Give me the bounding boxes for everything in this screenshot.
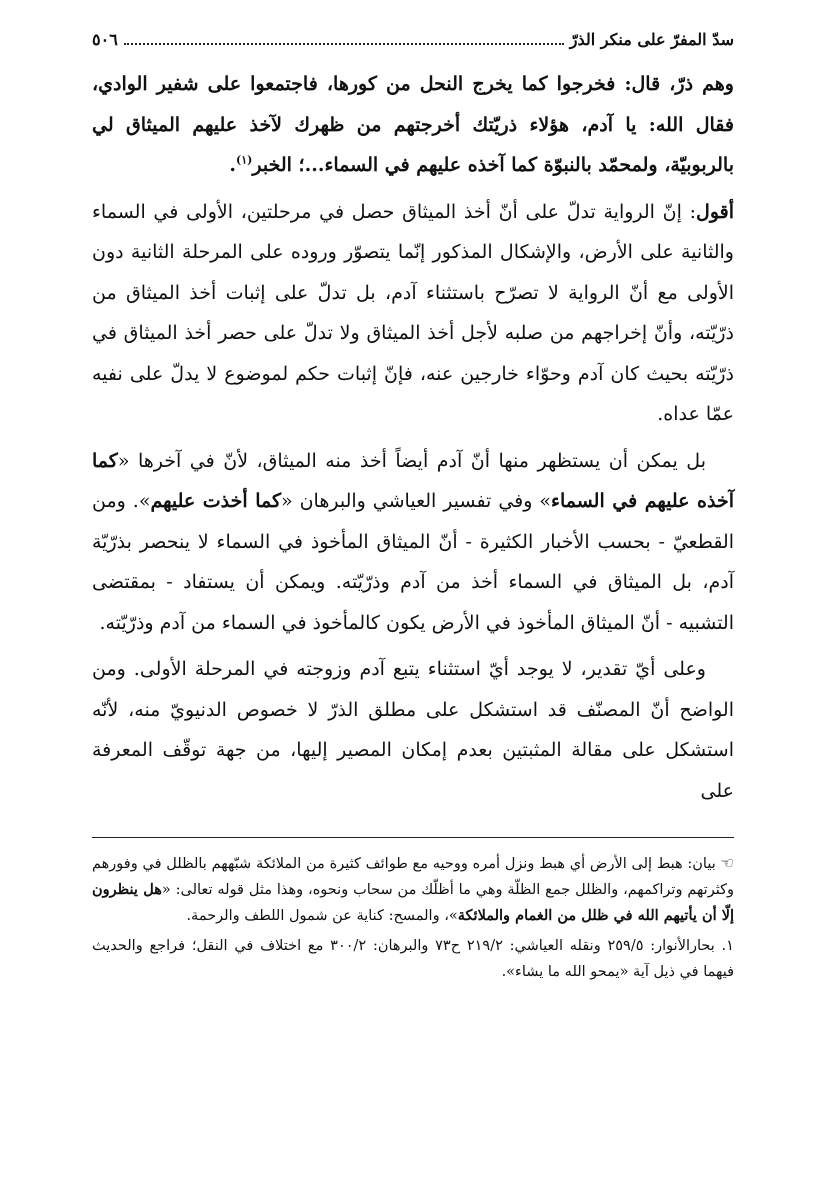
paragraph-aqul-text: : إنّ الرواية تدلّ على أنّ أخذ الميثاق حصل في مرحلتين، الأولى في السماء والثانية على الأرض، والإشكال المذكور إنّما يتصوّر وروده على المرحلة الثانية دون الأولى مع أنّ الرواية لا تصرّح باستثناء آدم، بل تدلّ على إثبات أخذ الميثاق من ذرّيّته، وأنّ إخراجهم من صلبه لأجل أخذ الميثاق ولا تدلّ على حصر أخذ الميثاق في ذرّيّته بحيث كان آدم وحوّاء خارجين عنه، فإنّ إثبات حكم لموضوع لا يدلّ على نفيه عمّا عداه. xyxy=(92,200,734,425)
footnote-1: ١. بحارالأنوار: ٢٥٩/٥ ونقله العياشي: ٢١٩/٢ ح٧٣ والبرهان: ٣٠٠/٢ مع اختلاف في النقل؛ فراجع والحديث فيهما في ذيل آية «يمحو الله ما يشاء». xyxy=(92,938,734,980)
running-header xyxy=(92,30,734,54)
explanation-note xyxy=(92,850,734,929)
running-title: سدّ المفرّ على منكر الذرّ xyxy=(569,30,734,49)
quote-text: وهم ذرّ، قال: فخرجوا كما يخرج النحل من كورها، فاجتمعوا على شفير الوادي، فقال الله: يا آدم، هؤلاء ذريّتك أخرجتهم من ظهرك لآخذ عليهم الميثاق لي بالربوبيّة، ولمحمّد بالنبوّة كما آخذه عليهم في السماء...؛ الخبر xyxy=(92,73,734,176)
paragraph-taqdir: وعلى أيّ تقدير، لا يوجد أيّ استثناء يتبع آدم وزوجته في المرحلة الأولى. ومن الواضح أنّ المصنّف قد استشكل على مطلق الذرّ لا خصوص الدنيويّ منه، لأنّه استشكل على مقالة المثبتين بعدم إمكان المصير إليها، من جهة توقّف المعرفة على xyxy=(92,658,734,802)
page-number: ٥٠٦ xyxy=(92,30,118,49)
quoted-phrase-2: كما أخذت عليهم xyxy=(150,490,282,512)
quote-end: . xyxy=(229,154,237,176)
paragraph-istizhar-part-c: » وفي تفسير العياشي والبرهان « xyxy=(281,490,552,512)
paragraph-aqul xyxy=(92,192,734,435)
paragraph-istizhar xyxy=(92,441,734,644)
quran-verse: هل ينظرون إلّا أن يأتيهم الله في ظلل من الغمام والملائكة xyxy=(92,881,734,924)
pointing-hand-icon: ☜ xyxy=(720,854,734,872)
footnote-separator xyxy=(92,837,734,838)
explanation-part-a: بيان: هبط إلى الأرض أي هبط ونزل أمره ووحيه مع طوائف كثيرة من الملائكة شبّههم بالظلل في وفورهم وكثرتهم وتراكمهم، والظلل جمع الظلّة وهي ما أظلّك من سحاب ونحوه، وهذا مثل قوله تعالى: « xyxy=(92,856,734,898)
main-text xyxy=(92,64,734,811)
book-page xyxy=(92,30,734,985)
footnote-ref-1: (١) xyxy=(236,153,253,167)
footnotes xyxy=(92,850,734,985)
aqul-label: أقول xyxy=(696,200,734,223)
paragraph-istizhar-part-e: ». ومن القطعيّ - بحسب الأخبار الكثيرة - أنّ الميثاق المأخوذ في السماء لا ينحصر بذرّيّة آدم، بل الميثاق في السماء أخذ من آدم وذرّيّته. ويمكن أن يستفاد - بمقتضى التشبيه - أنّ الميثاق المأخوذ في الأرض يكون كالمأخوذ في السماء من آدم وذرّيّته. xyxy=(92,490,734,634)
header-dot-leader xyxy=(124,33,564,45)
paragraph-istizhar-part-a: بل يمكن أن يستظهر منها أنّ آدم أيضاً أخذ منه الميثاق، لأنّ في آخرها « xyxy=(117,449,706,472)
quoted-phrase-1: كما آخذه عليهم في السماء xyxy=(92,449,735,512)
quoted-narration xyxy=(92,64,734,186)
explanation-part-c: »، والمسح: كناية عن شمول اللطف والرحمة. xyxy=(186,908,458,924)
